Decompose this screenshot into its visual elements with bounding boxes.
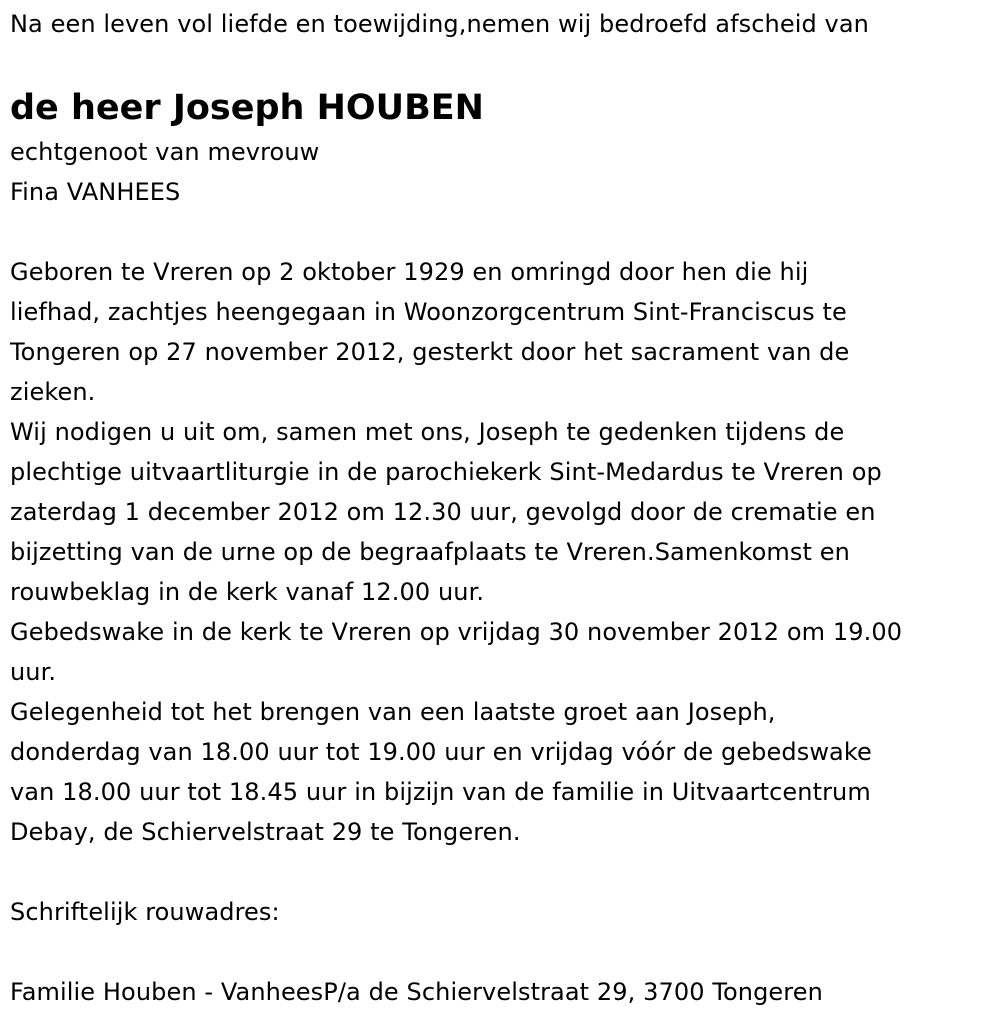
body-line: van 18.00 uur tot 18.45 uur in bijzijn van de familie in Uitvaartcentrum (10, 778, 871, 806)
spouse-label: echtgenoot van mevrouw (10, 138, 320, 166)
body-line: Gelegenheid tot het brengen van een laatste groet aan Joseph, (10, 698, 776, 726)
body-line: rouwbeklag in de kerk vanaf 12.00 uur. (10, 578, 485, 606)
body-line: Gebedswake in de kerk te Vreren op vrijdag 30 november 2012 om 19.00 (10, 618, 903, 646)
body-line: uur. (10, 658, 57, 686)
body-line: zieken. (10, 378, 96, 406)
body-line: donderdag van 18.00 uur tot 19.00 uur en vrijdag vóór de gebedswake (10, 738, 872, 766)
mourning-address: Familie Houben - VanheesP/a de Schiervelstraat 29, 3700 Tongeren (10, 978, 823, 1006)
body-line: liefhad, zachtjes heengegaan in Woonzorgcentrum Sint-Franciscus te (10, 298, 847, 326)
body-line: Tongeren op 27 november 2012, gesterkt door het sacrament van de (10, 338, 850, 366)
spacer (10, 932, 995, 972)
spacer (10, 212, 995, 252)
body-line: bijzetting van de urne op de begraafplaats te Vreren.Samenkomst en (10, 538, 850, 566)
body-line: zaterdag 1 december 2012 om 12.30 uur, gevolgd door de crematie en (10, 498, 876, 526)
deceased-name: de heer Joseph HOUBEN (10, 88, 484, 128)
intro-text: Na een leven vol liefde en toewijding,nemen wij bedroefd afscheid van (10, 10, 869, 38)
notice-body (10, 252, 995, 852)
body-line: Debay, de Schiervelstraat 29 te Tongeren. (10, 818, 521, 846)
spouse-name: Fina VANHEES (10, 178, 181, 206)
body-line: Geboren te Vreren op 2 oktober 1929 en omringd door hen die hij (10, 258, 809, 286)
address-label: Schriftelijk rouwadres: (10, 898, 280, 926)
body-line: plechtige uitvaartliturgie in de parochiekerk Sint-Medardus te Vreren op (10, 458, 882, 486)
body-line: Wij nodigen u uit om, samen met ons, Joseph te gedenken tijdens de (10, 418, 845, 446)
spacer (10, 852, 995, 892)
obituary-notice (10, 4, 995, 1012)
